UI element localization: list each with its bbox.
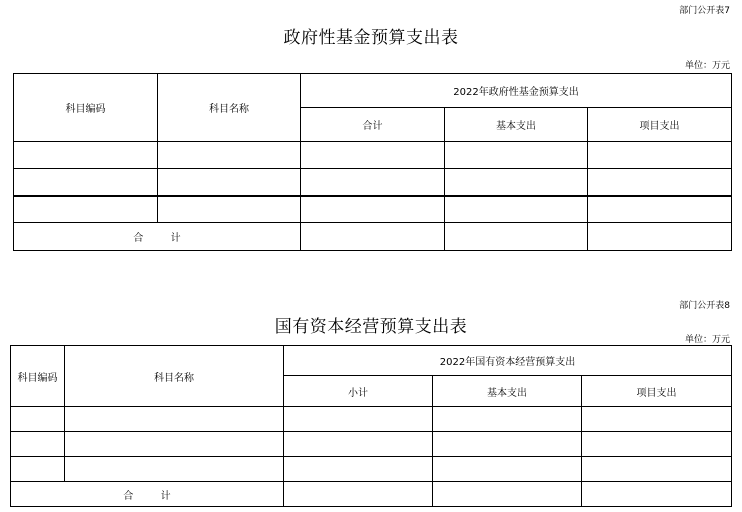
table1-cell (158, 169, 301, 196)
table1-cell (445, 142, 588, 169)
table1-header-project: 项目支出 (588, 108, 732, 142)
table1-header-basic: 基本支出 (445, 108, 588, 142)
table2-tag: 部门公开表8 (679, 301, 730, 311)
table1-header-group: 2022年政府性基金预算支出 (301, 74, 732, 108)
table1-tag: 部门公开表7 (679, 6, 730, 16)
table1-cell (445, 169, 588, 196)
table2-unit: 单位：万元 (684, 335, 730, 345)
table2-cell (65, 457, 284, 482)
table2-cell (284, 482, 433, 507)
table2-cell (582, 457, 732, 482)
table1-title: 政府性基金预算支出表 (283, 28, 459, 48)
table1-cell (158, 196, 301, 223)
table1-header-code: 科目编码 (14, 74, 158, 142)
table2-cell (433, 407, 582, 432)
table1-cell (588, 196, 732, 223)
table1-header-name: 科目名称 (158, 74, 301, 142)
table2-title: 国有资本经营预算支出表 (274, 317, 468, 337)
table1-cell (588, 169, 732, 196)
table1-cell (588, 223, 732, 251)
table1-unit: 单位：万元 (684, 61, 730, 71)
table2-cell (433, 457, 582, 482)
table2-sum-row (11, 482, 732, 507)
table2-cell (11, 407, 65, 432)
table1-sum-label: 合 计 (14, 223, 301, 251)
table2-header-group: 2022年国有资本经营预算支出 (284, 346, 732, 376)
table2-cell (284, 407, 433, 432)
table2-cell (433, 432, 582, 457)
table2-cell (65, 407, 284, 432)
table1-cell (301, 142, 445, 169)
table2-cell (284, 432, 433, 457)
table1-cell (14, 169, 158, 196)
table2-header-code: 科目编码 (11, 346, 65, 407)
table2-cell (11, 432, 65, 457)
table-row (11, 407, 732, 432)
table1-sum-row (14, 223, 732, 251)
table-row (14, 169, 732, 196)
table-row (11, 432, 732, 457)
table1-grid (13, 73, 732, 251)
table2-cell (65, 432, 284, 457)
table2-grid (10, 345, 732, 507)
table1-cell (301, 196, 445, 223)
table2-cell (284, 457, 433, 482)
table2-header-basic: 基本支出 (433, 376, 582, 407)
table2-cell (11, 457, 65, 482)
table2-cell (582, 432, 732, 457)
table2-sum-label: 合 计 (11, 482, 284, 507)
table1-cell (301, 169, 445, 196)
table2-header-project: 项目支出 (582, 376, 732, 407)
table1-cell (14, 196, 158, 223)
table2-cell (582, 407, 732, 432)
table2-cell (433, 482, 582, 507)
table1-header-total: 合计 (301, 108, 445, 142)
table1-cell (158, 142, 301, 169)
table1-cell (14, 142, 158, 169)
table-row (14, 196, 732, 223)
table2-header-name: 科目名称 (65, 346, 284, 407)
table-row (14, 142, 732, 169)
table-row (11, 457, 732, 482)
table2-header-total: 小计 (284, 376, 433, 407)
table1-cell (588, 142, 732, 169)
table1-cell (445, 223, 588, 251)
table2-cell (582, 482, 732, 507)
table1-cell (445, 196, 588, 223)
table1-cell (301, 223, 445, 251)
